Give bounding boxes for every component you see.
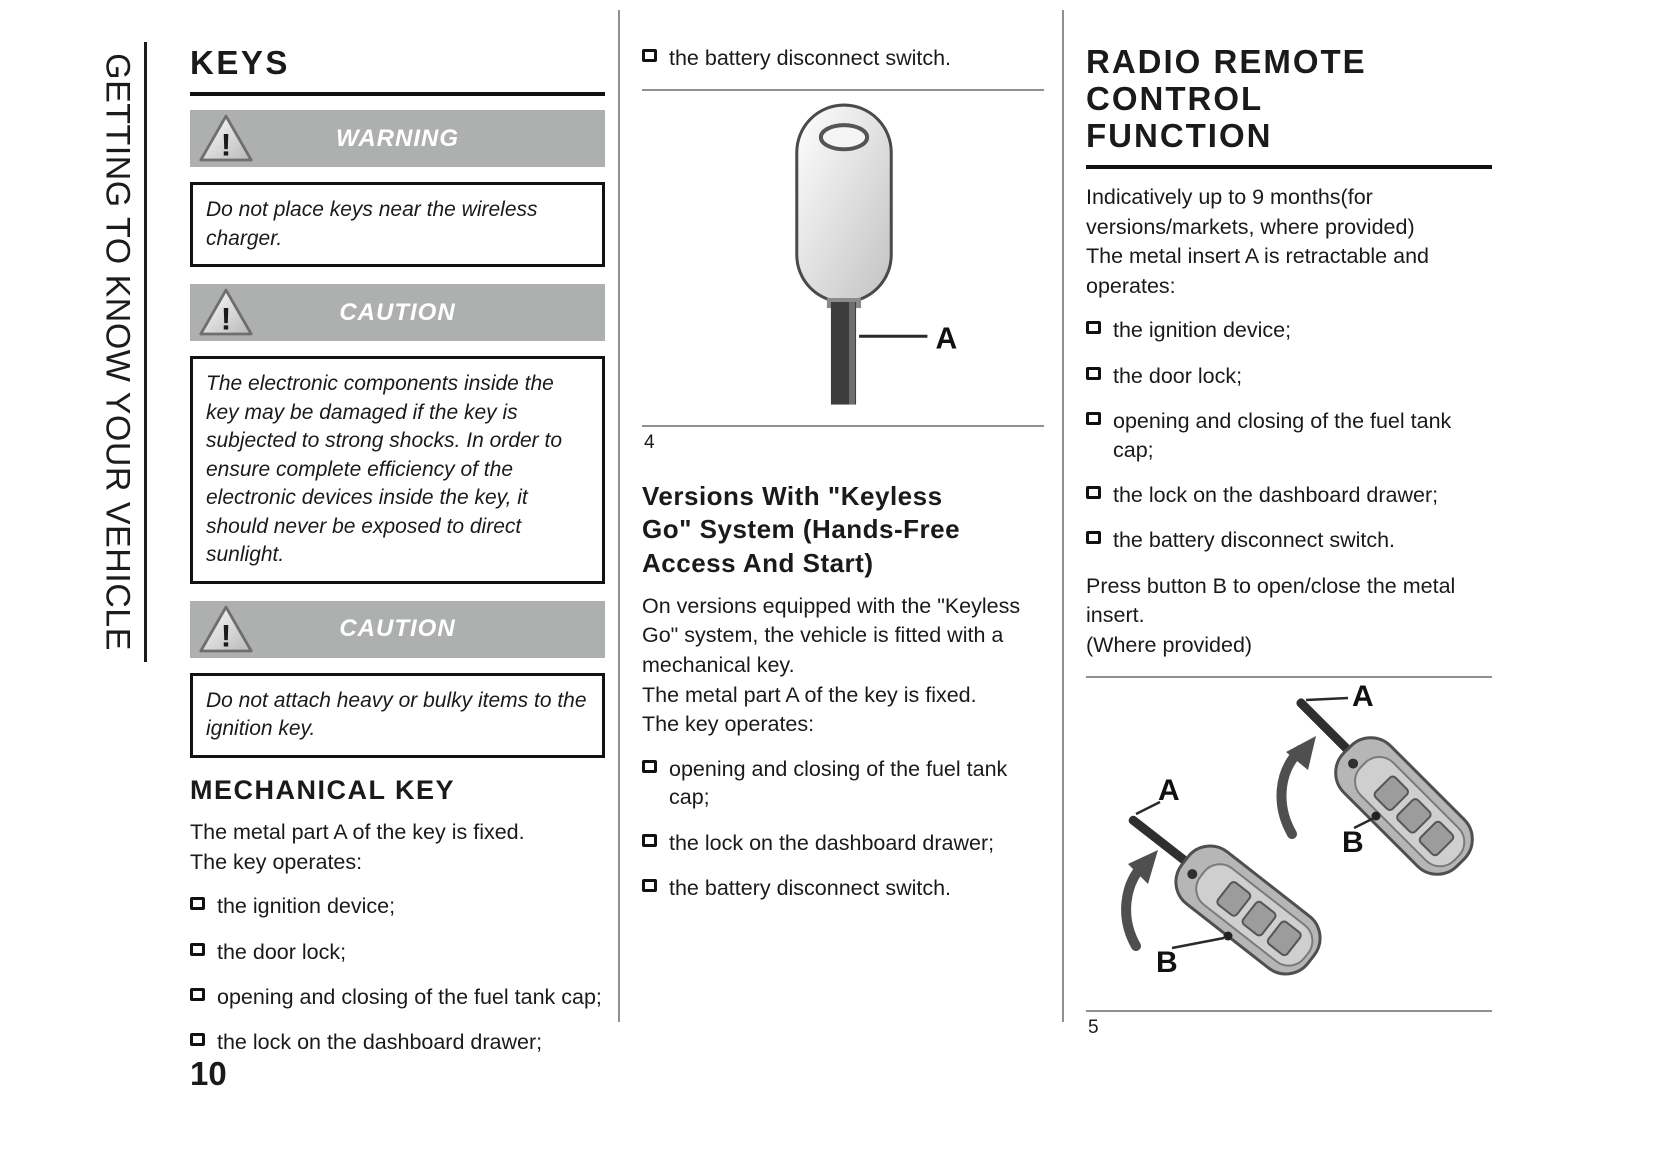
radio-remote-intro: Indicatively up to 9 months(for versions/markets, where provided) The metal insert A is retractable and operates: <box>1086 184 1429 298</box>
exclamation-glyph: ! <box>220 300 232 337</box>
warning-triangle-icon <box>198 113 254 164</box>
keys-heading: KEYS <box>190 44 290 81</box>
mechanical-key-intro: The metal part A of the key is fixed. The key operates: <box>190 820 525 874</box>
checkbox-bullet-icon <box>1086 367 1101 380</box>
mechanical-key-illustration <box>642 91 1044 425</box>
checkbox-bullet-icon <box>1086 412 1101 425</box>
list-item <box>1086 316 1492 344</box>
checkbox-bullet-icon <box>642 760 657 773</box>
caution-label-2: CAUTION <box>339 615 456 643</box>
warning-label: WARNING <box>336 124 459 152</box>
page-number: 10 <box>190 1055 227 1092</box>
figure5-label-b1: B <box>1342 825 1364 859</box>
column-keys <box>190 44 605 1074</box>
chapter-title-vertical: GETTING TO KNOW YOUR VEHICLE <box>98 53 137 651</box>
list-item <box>1086 481 1492 509</box>
caution-banner-1 <box>190 284 605 341</box>
column-radio-remote <box>1086 44 1492 1065</box>
exclamation-glyph: ! <box>220 617 232 654</box>
figure-4 <box>642 89 1044 454</box>
list-item <box>190 892 605 920</box>
list-item <box>190 1028 605 1056</box>
flip-arrow <box>1282 750 1300 834</box>
caution-label-1: CAUTION <box>339 298 456 326</box>
figure-5 <box>1086 676 1492 1039</box>
checkbox-bullet-icon <box>1086 486 1101 499</box>
bullet-text: opening and closing of the fuel tank cap; <box>669 757 1008 810</box>
flip-key-fob <box>1275 678 1484 886</box>
bullet-text: the door lock; <box>1113 363 1243 388</box>
list-item <box>1086 362 1492 390</box>
figure-number: 5 <box>1088 1016 1099 1038</box>
mechanical-key-list <box>190 892 605 1057</box>
bullet-text: the battery disconnect switch. <box>669 876 952 901</box>
bullet-text: the lock on the dashboard drawer; <box>669 830 995 855</box>
list-item <box>190 983 605 1011</box>
checkbox-bullet-icon <box>190 1033 205 1046</box>
mechanical-key-heading: MECHANICAL KEY <box>190 775 456 806</box>
caution-note-2: Do not attach heavy or bulky items to the ignition key. <box>190 673 605 758</box>
caution-banner-2 <box>190 601 605 658</box>
warning-note: Do not place keys near the wireless charger. <box>190 182 605 267</box>
bullet-text: the ignition device; <box>217 894 396 919</box>
list-item <box>1086 407 1492 464</box>
radio-remote-heading: RADIO REMOTE CONTROL FUNCTION <box>1086 43 1367 154</box>
keyless-go-intro: On versions equipped with the "Keyless Go" system, the vehicle is fitted with a mechanical key. The metal part A of the key is fixed. The key operates: <box>642 593 1021 737</box>
checkbox-bullet-icon <box>190 943 205 956</box>
checkbox-bullet-icon <box>642 49 657 62</box>
bullet-text: the lock on the dashboard drawer; <box>1113 482 1439 507</box>
keyless-go-heading: Versions With "Keyless Go" System (Hands-Free Access And Start) <box>642 481 961 578</box>
bullet-text: the battery disconnect switch. <box>1113 528 1396 553</box>
figure5-label-a1: A <box>1352 679 1374 713</box>
caution-triangle-icon <box>198 287 254 338</box>
column-keyless <box>642 44 1044 920</box>
keyless-go-list <box>642 755 1044 903</box>
warning-banner <box>190 110 605 167</box>
list-item <box>642 829 1044 857</box>
figure4-label-a: A <box>935 322 958 356</box>
figure-number: 4 <box>644 432 655 454</box>
checkbox-bullet-icon <box>642 834 657 847</box>
chapter-title-rule <box>144 42 147 662</box>
list-item <box>642 874 1044 902</box>
radio-remote-list <box>1086 316 1492 554</box>
list-item <box>642 44 1044 72</box>
flip-key-illustration <box>1086 678 1492 1010</box>
checkbox-bullet-icon <box>190 988 205 1001</box>
figure-bottom-rule <box>642 425 1044 427</box>
keys-heading-block <box>190 44 605 96</box>
checkbox-bullet-icon <box>190 897 205 910</box>
bullet-text: the ignition device; <box>1113 318 1292 343</box>
caution-note-1: The electronic components inside the key may be damaged if the key is subjected to strong shocks. In order to ensure complete efficiency of the electronic devices inside the key, it should never be exposed to direct sunlight. <box>190 356 605 584</box>
checkbox-bullet-icon <box>1086 321 1101 334</box>
list-item <box>1086 526 1492 554</box>
bullet-text: opening and closing of the fuel tank cap; <box>217 985 602 1010</box>
list-item <box>642 755 1044 812</box>
figure5-label-a2: A <box>1158 773 1180 807</box>
bullet-text: the door lock; <box>217 939 347 964</box>
checkbox-bullet-icon <box>1086 531 1101 544</box>
checkbox-bullet-icon <box>642 879 657 892</box>
column-divider <box>618 10 620 1022</box>
radio-remote-heading-block <box>1086 44 1492 169</box>
figure-bottom-rule <box>1086 1010 1492 1012</box>
exclamation-glyph: ! <box>220 126 232 163</box>
radio-remote-outro: Press button B to open/close the metal insert. (Where provided) <box>1086 573 1456 658</box>
bullet-text: opening and closing of the fuel tank cap; <box>1113 409 1452 462</box>
figure5-label-b2: B <box>1156 945 1178 979</box>
flip-key-fob <box>1109 791 1331 985</box>
caution-triangle-icon <box>198 604 254 655</box>
keyring-hole <box>821 126 867 150</box>
bullet-text: the battery disconnect switch. <box>669 46 952 70</box>
key-operates-list-cont <box>642 44 1044 72</box>
column-divider <box>1062 10 1064 1022</box>
list-item <box>190 938 605 966</box>
bullet-text: the lock on the dashboard drawer; <box>217 1030 543 1055</box>
